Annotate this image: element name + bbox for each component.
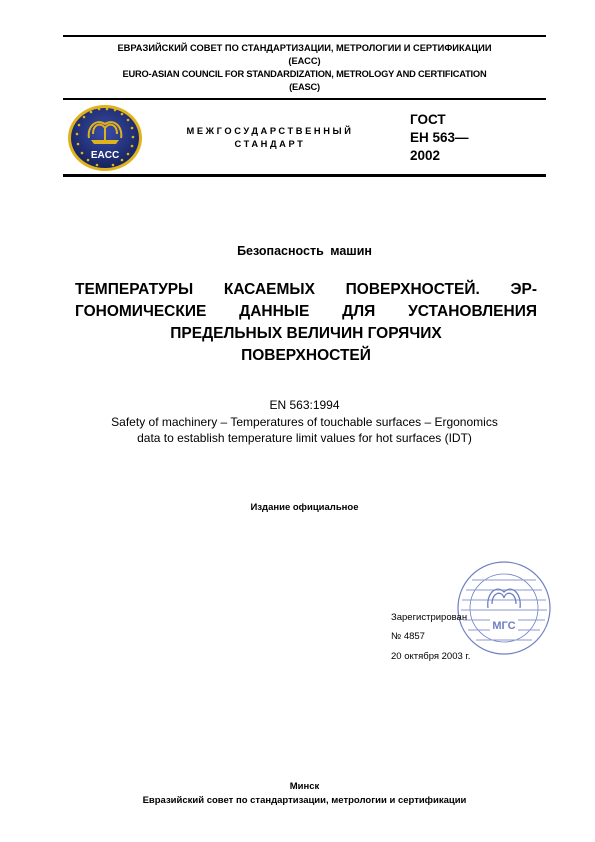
registration-label: Зарегистрирован [391, 612, 468, 623]
council-en-text: EURO-ASIAN COUNCIL FOR STANDARDIZATION, METROLOGY AND CERTIFICATION [122, 69, 487, 79]
registration-number: № 4857 [391, 631, 425, 642]
bottom-rule [63, 174, 546, 177]
council-name-en [63, 68, 546, 94]
gost-line3: 2002 [410, 148, 441, 163]
council-name-ru [63, 42, 546, 68]
top-rule [63, 35, 546, 37]
standard-type-line1: МЕЖГОСУДАРСТВЕННЫЙ [186, 126, 354, 136]
standard-type [150, 125, 390, 151]
series-title: Безопасность машин [237, 244, 372, 258]
council-ru-abbr: (ЕАСС) [288, 56, 321, 66]
mgs-registration-stamp-icon [456, 560, 552, 656]
council-ru-text: ЕВРАЗИЙСКИЙ СОВЕТ ПО СТАНДАРТИЗАЦИИ, МЕТРОЛОГИИ И СЕРТИФИКАЦИИ [117, 43, 492, 53]
gost-line1: ГОСТ [410, 112, 446, 127]
publisher-name: Евразийский совет по стандартизации, метрологии и сертификации [142, 795, 467, 806]
gost-line2: ЕН 563— [410, 130, 469, 145]
eacc-logo-icon [67, 104, 143, 172]
stamp-label: МГС [492, 620, 516, 632]
title-line2: ГОНОМИЧЕСКИЕ ДАННЫЕ ДЛЯ УСТАНОВЛЕНИЯ [75, 303, 537, 320]
middle-rule [63, 98, 546, 100]
en-standard-number: EN 563:1994 [269, 398, 340, 412]
svg-text:EACC: EACC [90, 150, 120, 161]
publication-city: Минск [289, 781, 320, 792]
en-title-line1: Safety of machinery – Temperatures of touchable surfaces – Ergonomics [111, 415, 498, 429]
title-line4: ПОВЕРХНОСТЕЙ [241, 347, 371, 364]
en-standard-title [63, 414, 546, 446]
document-title [75, 279, 537, 367]
en-title-line2: data to establish temperature limit values for hot surfaces (IDT) [137, 431, 472, 445]
standard-type-line2: СТАНДАРТ [234, 139, 306, 149]
registration-date: 20 октября 2003 г. [391, 651, 471, 662]
title-line1: ТЕМПЕРАТУРЫ КАСАЕМЫХ ПОВЕРХНОСТЕЙ. ЭР- [75, 281, 537, 298]
official-edition-note: Издание официальное [250, 502, 359, 513]
title-line3: ПРЕДЕЛЬНЫХ ВЕЛИЧИН ГОРЯЧИХ [170, 325, 442, 342]
gost-designation [410, 111, 469, 165]
council-en-abbr: (EASC) [289, 82, 320, 92]
